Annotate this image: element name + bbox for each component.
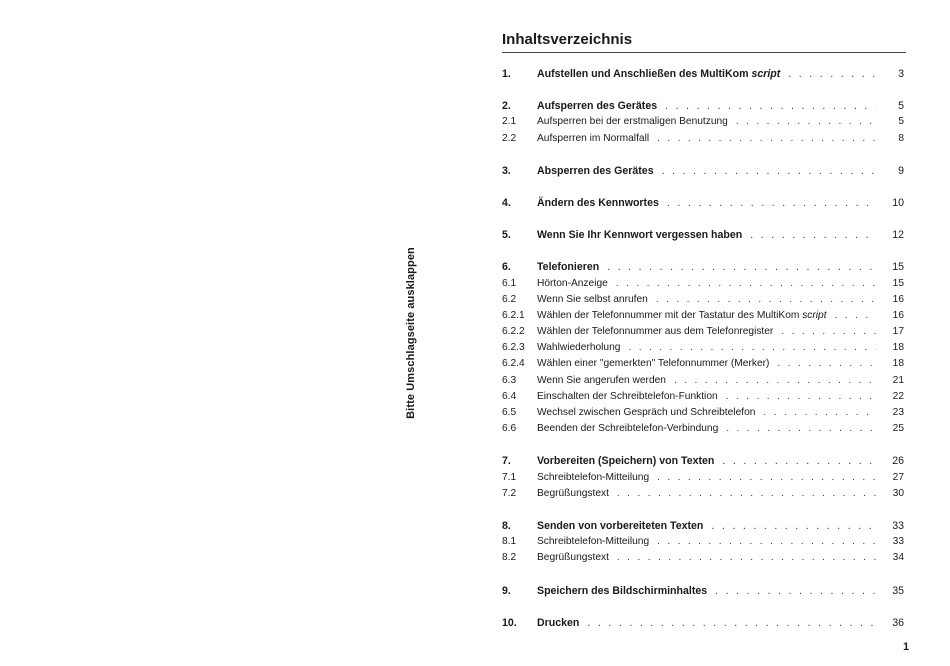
section-gap xyxy=(502,82,904,98)
toc-entry-title-text: Aufsperren bei der erstmaligen Benutzung xyxy=(537,116,728,128)
toc-subsection-entry[interactable] xyxy=(502,356,904,372)
section-gap xyxy=(502,147,904,163)
section-gap xyxy=(502,599,904,615)
dot-leader xyxy=(715,583,876,599)
toc-entry-number: 6.4 xyxy=(502,390,517,402)
toc-entry-page: 33 xyxy=(892,519,904,532)
toc-entry-title xyxy=(537,195,659,211)
toc-subsection-entry[interactable] xyxy=(502,373,904,389)
toc-entry-number: 6.2.1 xyxy=(502,309,525,321)
toc-entry-title xyxy=(537,292,648,308)
toc-subsection-entry[interactable] xyxy=(502,534,904,550)
toc-entry-number: 6. xyxy=(502,261,511,274)
toc-entry-number: 9. xyxy=(502,584,511,597)
toc-entry-title xyxy=(537,98,657,114)
toc-entry-title xyxy=(537,453,714,469)
dot-leader xyxy=(657,534,876,550)
toc-entry-page: 3 xyxy=(898,68,904,80)
toc-entry-page: 16 xyxy=(892,293,904,305)
toc-entry-number: 1. xyxy=(502,68,511,80)
dot-leader xyxy=(656,292,876,308)
toc-subsection-entry[interactable] xyxy=(502,550,904,566)
dot-leader xyxy=(657,470,876,486)
toc-subsection-entry[interactable] xyxy=(502,421,904,437)
dot-leader xyxy=(662,163,876,179)
toc-entry-title xyxy=(537,583,707,599)
toc-entry-page: 10 xyxy=(892,196,904,209)
toc-entry-page: 12 xyxy=(892,229,904,242)
toc-entry-title-text: Aufstellen und Anschließen des MultiKom xyxy=(537,68,752,80)
toc-entry-title-text: Speichern des Bildschirminhaltes xyxy=(537,584,708,597)
toc-entry-title xyxy=(537,534,649,550)
toc-entry-title xyxy=(537,421,718,437)
toc-entry-title-text: Wahlwiederholung xyxy=(537,342,621,354)
toc-entry-page: 9 xyxy=(898,164,904,177)
toc-entry-title xyxy=(537,324,773,340)
toc-entry-title xyxy=(537,259,599,275)
page-number: 1 xyxy=(903,641,910,653)
dot-leader xyxy=(711,518,876,534)
toc-entry-title-text: Beenden der Schreibtelefon-Verbindung xyxy=(537,423,719,435)
section-gap xyxy=(502,437,904,453)
toc-entry-title xyxy=(537,486,609,502)
toc-entry-title-text: Wählen der Telefonnummer mit der Tastatur des MultiKom xyxy=(537,309,803,321)
toc-entry-page: 33 xyxy=(892,536,904,548)
toc-entry-title xyxy=(537,227,742,243)
dot-leader xyxy=(674,373,876,389)
toc-entry-title xyxy=(537,389,718,405)
toc-entry-number: 8. xyxy=(502,519,511,532)
toc-entry-title-text: Begrüßungstext xyxy=(537,552,609,564)
table-of-contents xyxy=(502,66,904,631)
toc-entry-page: 36 xyxy=(892,616,904,629)
dot-leader xyxy=(587,615,876,631)
dot-leader xyxy=(616,276,876,292)
toc-entry-title-text: Schreibtelefon-Mitteilung xyxy=(537,471,650,483)
toc-entry-title-text: Aufsperren des Gerätes xyxy=(537,100,658,113)
toc-entry-title-text: Absperren des Gerätes xyxy=(537,164,654,177)
toc-entry-title xyxy=(537,66,780,82)
toc-section-entry[interactable] xyxy=(502,453,904,469)
toc-entry-page: 17 xyxy=(892,326,904,338)
toc-entry-number: 7.1 xyxy=(502,471,517,483)
dot-leader xyxy=(781,324,876,340)
section-gap xyxy=(502,502,904,518)
toc-entry-title xyxy=(537,276,608,292)
dot-leader xyxy=(763,405,876,421)
toc-section-entry[interactable] xyxy=(502,259,904,275)
dot-leader xyxy=(777,356,876,372)
dot-leader xyxy=(667,195,876,211)
toc-entry-title xyxy=(537,340,620,356)
toc-entry-number: 3. xyxy=(502,164,511,177)
dot-leader xyxy=(736,114,876,130)
toc-entry-page: 18 xyxy=(892,342,904,354)
toc-section-entry[interactable] xyxy=(502,227,904,243)
dot-leader xyxy=(835,308,876,324)
toc-entry-title xyxy=(537,470,649,486)
toc-entry-number: 5. xyxy=(502,229,511,242)
toc-entry-page: 27 xyxy=(892,471,904,483)
toc-entry-page: 5 xyxy=(898,100,904,113)
toc-entry-title-text: Wählen der Telefonnummer aus dem Telefonregister xyxy=(537,326,774,338)
toc-entry-number: 6.2 xyxy=(502,293,517,305)
toc-entry-title-text: Einschalten der Schreibtelefon-Funktion xyxy=(537,390,718,402)
toc-entry-title xyxy=(537,405,755,421)
toc-entry-number: 6.5 xyxy=(502,407,517,418)
toc-entry-page: 18 xyxy=(892,358,904,370)
toc-entry-page: 23 xyxy=(892,407,904,418)
dot-leader xyxy=(726,389,876,405)
toc-entry-page: 21 xyxy=(892,374,904,386)
toc-subsection-entry[interactable] xyxy=(502,324,904,340)
toc-entry-number: 7. xyxy=(502,455,511,468)
toc-entry-title-text: Wenn Sie Ihr Kennwort vergessen haben xyxy=(537,229,743,242)
toc-entry-number: 6.2.3 xyxy=(502,342,525,354)
toc-entry-page: 30 xyxy=(892,487,904,499)
dot-leader xyxy=(750,227,876,243)
dot-leader xyxy=(788,66,876,82)
toc-section-entry[interactable] xyxy=(502,66,904,82)
toc-subsection-entry[interactable] xyxy=(502,276,904,292)
toc-entry-number: 4. xyxy=(502,196,511,209)
toc-entry-number: 6.3 xyxy=(502,374,517,386)
dot-leader xyxy=(617,550,876,566)
toc-entry-title xyxy=(537,131,649,147)
toc-entry-number: 2.1 xyxy=(502,116,517,128)
toc-entry-title-text: Wenn Sie angerufen werden xyxy=(537,374,666,386)
toc-subsection-entry[interactable] xyxy=(502,405,904,421)
toc-entry-page: 35 xyxy=(892,584,904,597)
page-title: Inhaltsverzeichnis xyxy=(502,31,633,48)
toc-entry-title-text: Schreibtelefon-Mitteilung xyxy=(537,536,650,548)
toc-subsection-entry[interactable] xyxy=(502,389,904,405)
toc-entry-title xyxy=(537,114,728,130)
toc-subsection-entry[interactable] xyxy=(502,131,904,147)
toc-subsection-entry[interactable] xyxy=(502,114,904,130)
toc-entry-page: 15 xyxy=(892,261,904,274)
toc-entry-number: 8.1 xyxy=(502,536,517,548)
toc-entry-title-text: Wechsel zwischen Gespräch und Schreibtelefon xyxy=(537,407,756,418)
toc-entry-title xyxy=(537,308,827,324)
toc-entry-title xyxy=(537,518,703,534)
side-note xyxy=(400,245,422,420)
dot-leader xyxy=(722,453,876,469)
toc-entry-page: 16 xyxy=(892,309,904,321)
toc-entry-title-text: Wählen einer "gemerkten" Telefonnummer (Merker) xyxy=(537,358,770,370)
toc-entry-title-text: Vorbereiten (Speichern) von Texten xyxy=(537,455,715,468)
section-gap xyxy=(502,243,904,259)
toc-entry-number: 6.2.2 xyxy=(502,326,525,338)
toc-entry-title-text: Senden von vorbereiteten Texten xyxy=(537,519,704,532)
toc-subsection-entry[interactable] xyxy=(502,340,904,356)
toc-entry-title-text: Drucken xyxy=(537,616,580,629)
toc-entry-title xyxy=(537,615,579,631)
dot-leader xyxy=(726,421,876,437)
toc-section-entry[interactable] xyxy=(502,615,904,631)
toc-entry-title xyxy=(537,550,609,566)
toc-entry-number: 10. xyxy=(502,616,517,629)
side-note-text: Bitte Umschlagseite ausklappen xyxy=(405,246,418,419)
dot-leader xyxy=(657,131,876,147)
toc-entry-title-text: Aufsperren im Normalfall xyxy=(537,132,650,144)
toc-entry-number: 6.6 xyxy=(502,423,517,435)
toc-entry-title-italic: script xyxy=(751,68,781,80)
toc-entry-title-text: Wenn Sie selbst anrufen xyxy=(537,293,648,305)
toc-entry-page: 26 xyxy=(892,455,904,468)
toc-section-entry[interactable] xyxy=(502,195,904,211)
toc-entry-number: 8.2 xyxy=(502,552,517,564)
toc-subsection-entry[interactable] xyxy=(502,292,904,308)
toc-entry-number: 2.2 xyxy=(502,132,517,144)
toc-entry-title xyxy=(537,373,666,389)
toc-section-entry[interactable] xyxy=(502,98,904,114)
toc-entry-number: 6.2.4 xyxy=(502,358,525,370)
toc-entry-title-italic: script xyxy=(802,309,827,321)
toc-section-entry[interactable] xyxy=(502,163,904,179)
section-gap xyxy=(502,179,904,195)
toc-entry-number: 7.2 xyxy=(502,487,517,499)
toc-entry-number: 6.1 xyxy=(502,277,517,289)
toc-entry-page: 22 xyxy=(892,390,904,402)
section-gap xyxy=(502,567,904,583)
toc-entry-title-text: Telefonieren xyxy=(537,261,600,274)
toc-entry-page: 8 xyxy=(898,132,904,144)
toc-entry-title-text: Hörton-Anzeige xyxy=(537,277,608,289)
toc-subsection-entry[interactable] xyxy=(502,470,904,486)
toc-entry-page: 5 xyxy=(898,116,904,128)
toc-entry-title-text: Ändern des Kennwortes xyxy=(537,196,659,209)
toc-entry-page: 15 xyxy=(892,277,904,289)
toc-entry-title xyxy=(537,163,654,179)
dot-leader xyxy=(607,259,876,275)
title-divider xyxy=(502,52,906,53)
toc-entry-title-text: Begrüßungstext xyxy=(537,487,609,499)
dot-leader xyxy=(617,486,876,502)
toc-entry-page: 34 xyxy=(892,552,904,564)
toc-section-entry[interactable] xyxy=(502,518,904,534)
toc-subsection-entry[interactable] xyxy=(502,308,904,324)
toc-subsection-entry[interactable] xyxy=(502,486,904,502)
toc-entry-page: 25 xyxy=(892,423,904,435)
section-gap xyxy=(502,211,904,227)
dot-leader xyxy=(628,340,876,356)
toc-entry-title xyxy=(537,356,769,372)
dot-leader xyxy=(665,98,876,114)
toc-section-entry[interactable] xyxy=(502,583,904,599)
toc-entry-number: 2. xyxy=(502,100,511,113)
